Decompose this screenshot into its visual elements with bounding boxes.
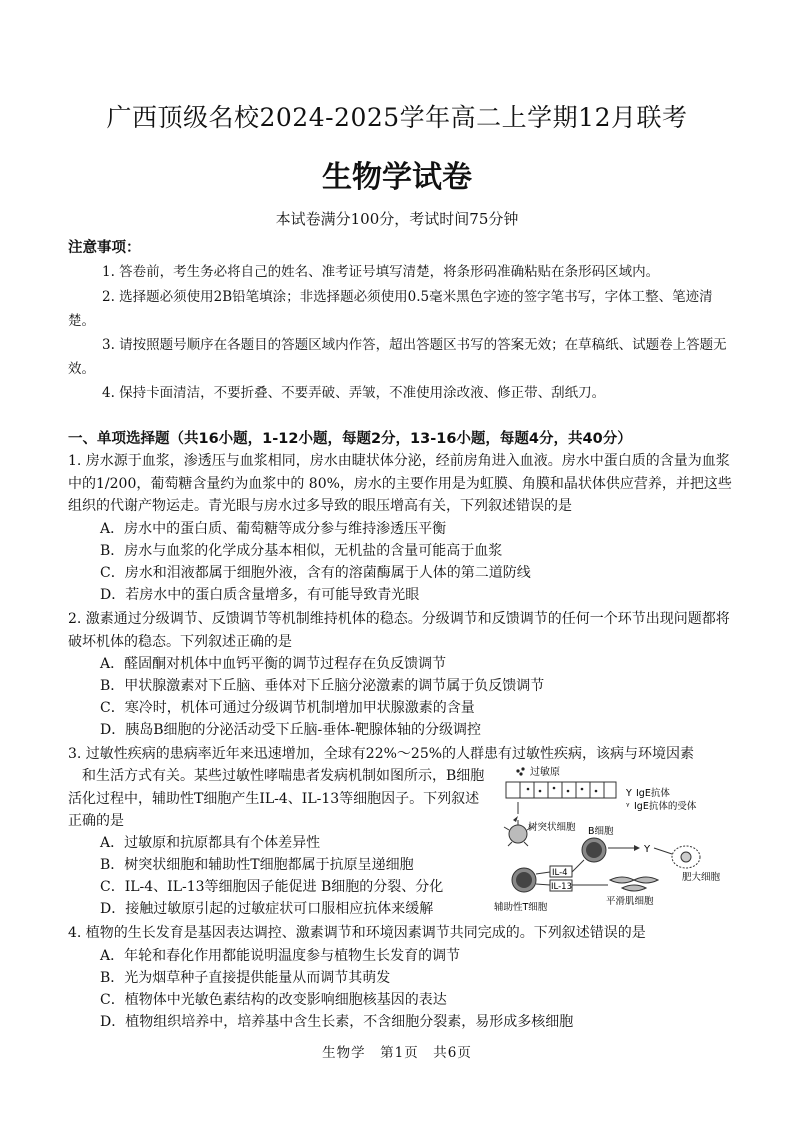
allergen-legend [516, 765, 560, 778]
ige-receptor-label: IgE抗体的受体 [634, 801, 697, 812]
notice-item: 4. 保持卡面清洁，不要折叠、不要弄破、弄皱，不准使用涂改液、修正带、刮纸刀。 [102, 385, 606, 401]
allergen-label: 过敏原 [530, 767, 560, 778]
question-3-option-d: D．接触过敏原引起的过敏症状可口服相应抗体来缓解 [100, 901, 434, 917]
exam-info: 本试卷满分100分，考试时间75分钟 [275, 210, 519, 228]
dendritic-cell [504, 802, 576, 846]
question-2-option-b: B．甲状腺激素对下丘脑、垂体对下丘脑分泌激素的调节属于负反馈调节 [100, 678, 545, 694]
svg-text:IL-13: IL-13 [551, 882, 572, 892]
page-footer: 生物学 第1页 共6页 [322, 1045, 472, 1061]
question-1-option-d: D．若房水中的蛋白质含量增多，有可能导致青光眼 [100, 587, 420, 603]
question-2-option-c: C．寒冷时，机体可通过分级调节机制增加甲状腺激素的含量 [100, 700, 475, 716]
question-3-stem-line1: 3. 过敏性疾病的患病率近年来迅速增加，全球有22%～25%的人群患有过敏性疾病，该病与环境因素 [68, 746, 695, 762]
question-4-option-d: D．植物组织培养中，培养基中含生长素，不含细胞分裂素，易形成多核细胞 [100, 1014, 574, 1030]
mast-cell [672, 846, 721, 883]
question-4-stem: 4. 植物的生长发育是基因表达调控、激素调节和环境因素调节共同完成的。下列叙述错误的是 [68, 925, 646, 941]
notice-item: 2. 选择题必须使用2B铅笔填涂；非选择题必须使用0.5毫米黑色字迹的签字笔书写，字体工整、笔迹清楚。 [68, 289, 713, 329]
ige-legend [625, 787, 697, 812]
question-3-option-c: C．IL-4、IL-13等细胞因子能促进 B细胞的分裂、分化 [100, 879, 444, 895]
question-4-option-b: B．光为烟草种子直接提供能量从而调节其萌发 [100, 970, 391, 986]
helper-t-cell [494, 868, 548, 913]
question-1-stem: 1. 房水源于血浆，渗透压与血浆相同，房水由睫状体分泌，经前房角进入血液。房水中蛋白质的含量为血浆中的1/200，葡萄糖含量约为血浆中的 80%，房水的主要作用是为虹膜、角膜和晶状体供应营养，并把这些组织的代谢产物运走。青光眼与房水过多导致的眼压增高有关，下列叙述错误的是 [68, 453, 732, 514]
question-2-stem: 2. 激素通过分级调节、反馈调节等机制维持机体的稳态。分级调节和反馈调节的任何一个环节出现问题都将破坏机体的稳态。下列叙述正确的是 [68, 611, 730, 650]
section-heading: 一、单项选择题（共16小题，1-12小题，每题2分，13-16小题，每题4分，共40分） [68, 431, 632, 447]
question-1-option-c: C．房水和泪液都属于细胞外液，含有的溶菌酶属于人体的第二道防线 [100, 565, 531, 581]
epithelium-cells [506, 782, 616, 798]
notice-heading: 注意事项： [68, 240, 141, 256]
question-2-option-d: D．胰岛B细胞的分泌活动受下丘脑-垂体-靶腺体轴的分级调控 [100, 722, 481, 738]
svg-text:IL-4: IL-4 [552, 868, 568, 878]
question-2-option-a: A．醛固酮对机体中血钙平衡的调节过程存在负反馈调节 [100, 656, 447, 672]
question-1-option-a: A．房水中的蛋白质、葡萄糖等成分参与维持渗透压平衡 [100, 521, 447, 537]
helper-t-cell-label: 辅助性T细胞 [494, 902, 548, 913]
question-1-option-b: B．房水与血浆的化学成分基本相似，无机盐的含量可能高于血浆 [100, 543, 503, 559]
smooth-muscle-label: 平滑肌细胞 [606, 896, 654, 907]
allergy-mechanism-figure [488, 762, 738, 914]
mast-cell-label: 肥大细胞 [682, 872, 721, 883]
question-3-option-b: B．树突状细胞和辅助性T细胞都属于抗原呈递细胞 [100, 857, 414, 873]
question-4-option-c: C．植物体中光敏色素结构的改变影响细胞核基因的表达 [100, 992, 447, 1008]
svg-text:Y: Y [644, 844, 651, 855]
question-3-option-a: A．过敏原和抗原都具有个体差异性 [100, 835, 321, 851]
smooth-muscle-cells [606, 877, 658, 907]
question-4-option-a: A．年轮和春化作用都能说明温度参与植物生长发育的调节 [100, 948, 461, 964]
exam-title: 广西顶级名校2024-2025学年高二上学期12月联考 [106, 103, 688, 132]
notice-item: 1. 答卷前，考生务必将自己的姓名、准考证号填写清楚，将条形码准确粘贴在条形码区域内。 [102, 264, 660, 280]
svg-text:ᵞ: ᵞ [626, 801, 630, 812]
question-3-stem: 和生活方式有关。某些过敏性哮喘患者发病机制如图所示，B细胞活化过程中，辅助性T细胞产生IL-4、IL-13等细胞因子。下列叙述正确的是 [68, 768, 485, 829]
cytokine-boxes [536, 860, 608, 892]
ige-antibody-label: IgE抗体 [636, 788, 670, 799]
dendritic-cell-label: 树突状细胞 [528, 822, 576, 833]
subject-title: 生物学试卷 [322, 160, 472, 195]
svg-text:Y: Y [626, 788, 632, 799]
b-cell [582, 826, 614, 862]
b-cell-label: B细胞 [588, 826, 614, 837]
notice-item: 3. 请按照题号顺序在各题目的答题区域内作答，超出答题区书写的答案无效；在草稿纸、试题卷上答题无效。 [68, 337, 727, 377]
